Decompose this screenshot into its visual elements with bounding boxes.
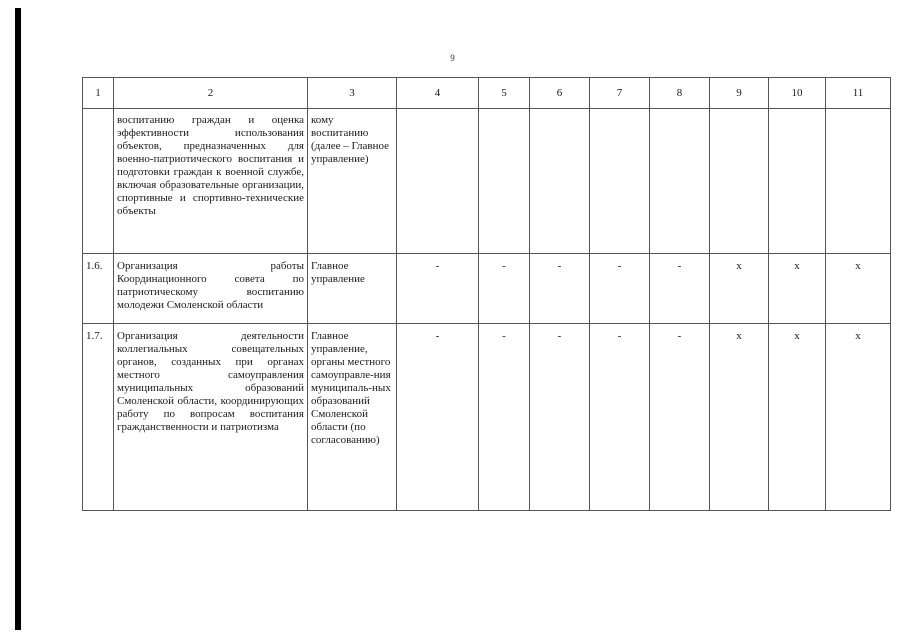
value-cell: - [590, 254, 650, 324]
value-cell: - [397, 254, 479, 324]
value-cell: х [769, 324, 826, 511]
activity-cell: Организация работы Координационного совета по патриотическому воспитанию молодежи Смоленской области [114, 254, 308, 324]
col-header: 2 [114, 78, 308, 109]
col-header: 11 [826, 78, 891, 109]
row-number: 1.6. [83, 254, 114, 324]
col-header: 9 [710, 78, 769, 109]
activity-cell: Организация деятельности коллегиальных совещательных органов, созданных при органах местного самоуправления муниципальных образований Смоленской области, координирующих работу по вопросам воспитания гражданственности и патриотизма [114, 324, 308, 511]
value-cell: - [530, 254, 590, 324]
col-header: 6 [530, 78, 590, 109]
value-cell [479, 109, 530, 254]
value-cell: х [769, 254, 826, 324]
value-cell: - [530, 324, 590, 511]
value-cell [397, 109, 479, 254]
value-cell: - [650, 254, 710, 324]
value-cell: - [397, 324, 479, 511]
page-number: 9 [450, 53, 455, 63]
col-header: 5 [479, 78, 530, 109]
value-cell: - [650, 324, 710, 511]
col-header: 8 [650, 78, 710, 109]
col-header: 3 [308, 78, 397, 109]
table-row [83, 109, 891, 254]
program-table [82, 77, 891, 511]
executor-cell: кому воспитанию (далее – Главное управление) [308, 109, 397, 254]
value-cell [710, 109, 769, 254]
col-header: 7 [590, 78, 650, 109]
executor-cell: Главное управление [308, 254, 397, 324]
col-header: 1 [83, 78, 114, 109]
row-number [83, 109, 114, 254]
value-cell [769, 109, 826, 254]
table-row [83, 324, 891, 511]
value-cell: - [479, 324, 530, 511]
table-row [83, 254, 891, 324]
value-cell [650, 109, 710, 254]
value-cell [826, 109, 891, 254]
col-header: 4 [397, 78, 479, 109]
value-cell: - [590, 324, 650, 511]
row-number: 1.7. [83, 324, 114, 511]
value-cell: - [479, 254, 530, 324]
value-cell: х [826, 254, 891, 324]
executor-cell: Главное управление, органы местного самоуправле-ния муниципаль-ных образований Смоленской области (по согласованию) [308, 324, 397, 511]
header-row [83, 78, 891, 109]
scan-edge-bar [15, 8, 21, 630]
value-cell [590, 109, 650, 254]
col-header: 10 [769, 78, 826, 109]
activity-cell: воспитанию граждан и оценка эффективности использования объектов, предназначенных для военно-патриотического воспитания и подготовки граждан к военной службе, включая образовательные организации, спортивные и спортивно-технические объекты [114, 109, 308, 254]
value-cell: х [710, 324, 769, 511]
value-cell: х [710, 254, 769, 324]
value-cell [530, 109, 590, 254]
value-cell: х [826, 324, 891, 511]
